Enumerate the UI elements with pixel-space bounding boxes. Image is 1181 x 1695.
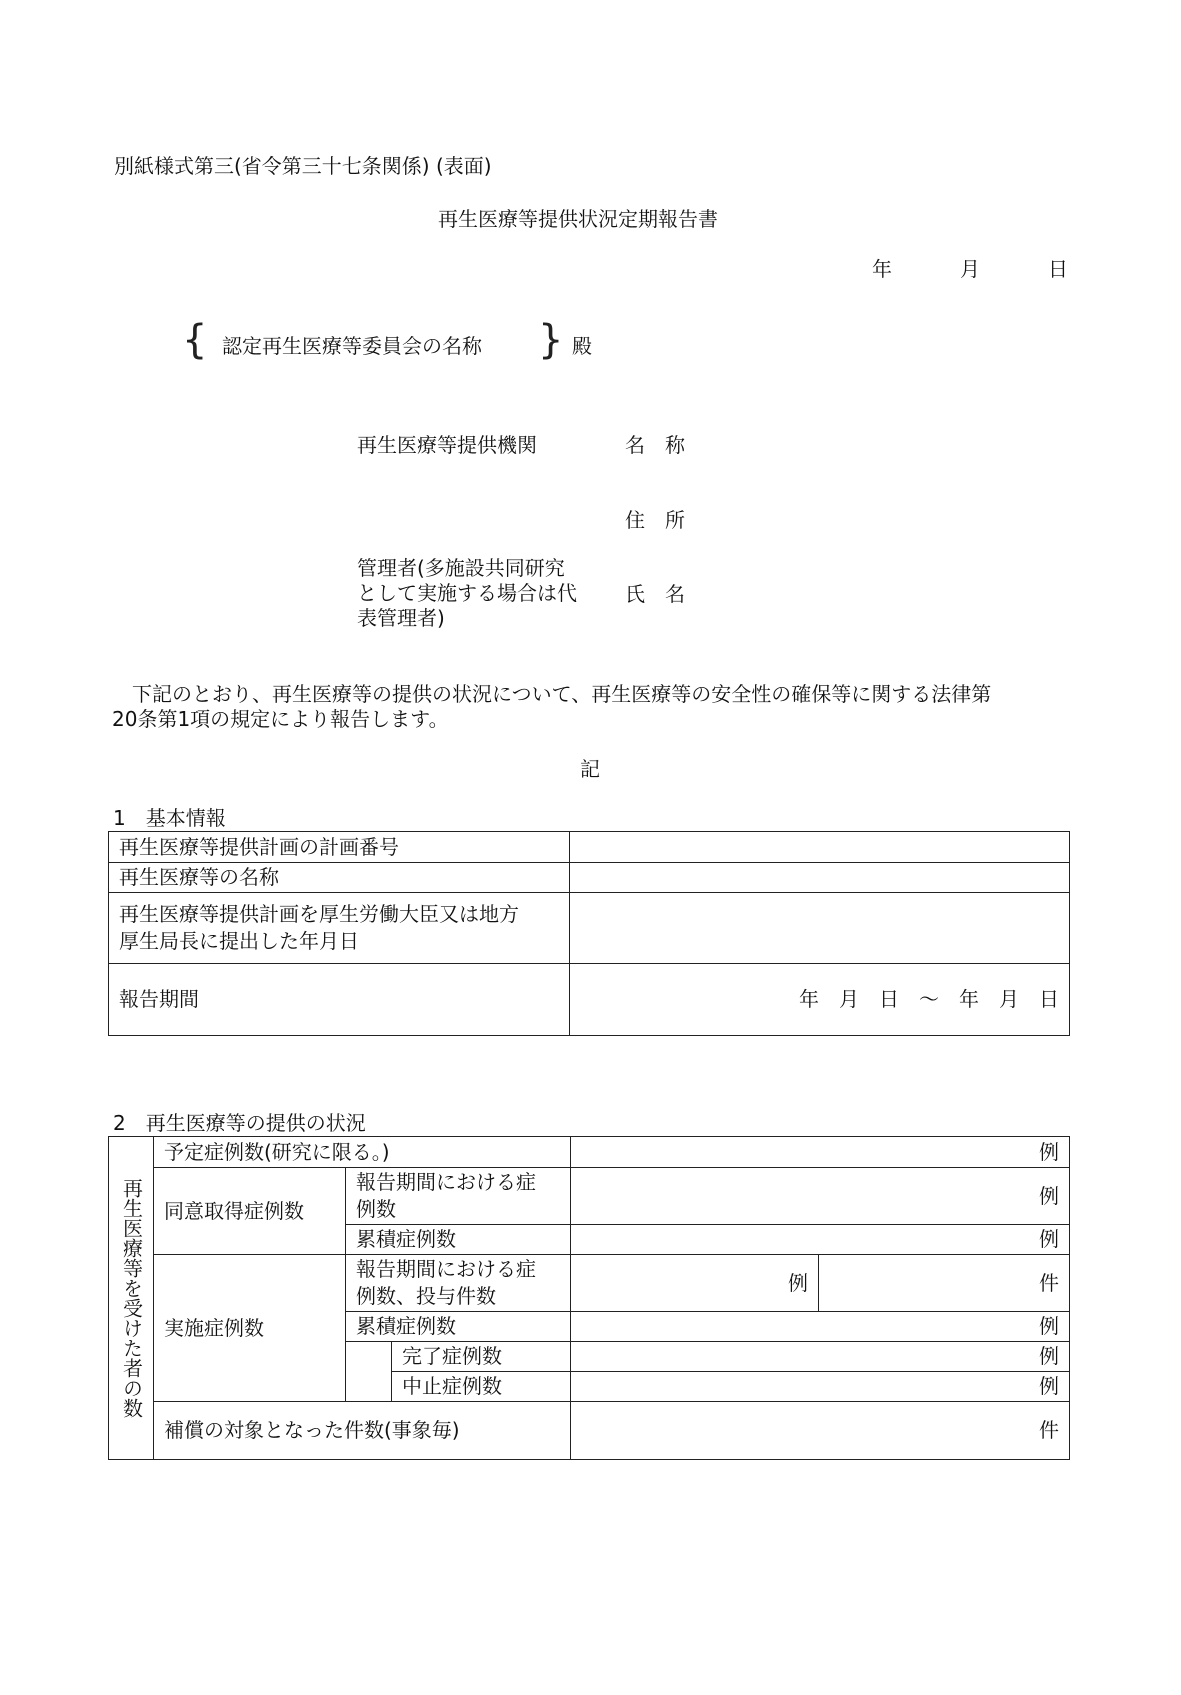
section1-heading: 1 基本情報 [113, 806, 226, 830]
date-year-label: 年 [872, 257, 892, 281]
compensation-label: 補償の対象となった件数(事象毎) [154, 1402, 571, 1460]
performed-cases-label: 実施症例数 [154, 1255, 346, 1402]
manager-name-label: 氏 名 [625, 582, 685, 606]
left-brace: { [182, 317, 208, 363]
provider-label: 再生医療等提供機関 [357, 433, 537, 457]
submit-date-label: 再生医療等提供計画を厚生労働大臣又は地方 厚生局長に提出した年月日 [109, 893, 570, 964]
form-label: 別紙様式第三(省令第三十七条関係) (表面) [114, 154, 492, 178]
document-title: 再生医療等提供状況定期報告書 [438, 207, 718, 231]
manager-label: 管理者(多施設共同研究 として実施する場合は代 表管理者) [357, 556, 577, 630]
plan-number-label: 再生医療等提供計画の計画番号 [109, 832, 570, 863]
date-day-label: 日 [1048, 257, 1068, 281]
performed-period-dose-field[interactable]: 件 [819, 1255, 1070, 1312]
completed-cases-label: 完了症例数 [392, 1342, 571, 1372]
status-table [108, 1136, 1070, 1460]
right-brace: } [538, 317, 564, 363]
submit-date-field[interactable] [570, 893, 1070, 964]
consent-period-label: 報告期間における症 例数 [346, 1168, 571, 1225]
medicine-name-field[interactable] [570, 863, 1070, 893]
performed-cumulative-label: 累積症例数 [346, 1312, 571, 1342]
indent-spacer [346, 1342, 392, 1402]
completed-cases-field[interactable]: 例 [571, 1342, 1070, 1372]
compensation-field[interactable]: 件 [571, 1402, 1070, 1460]
section2-heading: 2 再生医療等の提供の状況 [113, 1111, 366, 1135]
planned-cases-field[interactable]: 例 [571, 1137, 1070, 1168]
period-label: 報告期間 [109, 964, 570, 1036]
discontinued-cases-label: 中止症例数 [392, 1372, 571, 1402]
date-month-label: 月 [960, 257, 980, 281]
provider-address-label: 住 所 [625, 508, 685, 532]
discontinued-cases-field[interactable]: 例 [571, 1372, 1070, 1402]
consent-period-field[interactable]: 例 [571, 1168, 1070, 1225]
consent-cumulative-field[interactable]: 例 [571, 1225, 1070, 1255]
period-field[interactable]: 年 月 日 ～ 年 月 日 [570, 964, 1070, 1036]
ki-label: 記 [580, 757, 600, 781]
medicine-name-label: 再生医療等の名称 [109, 863, 570, 893]
basic-info-table [108, 831, 1070, 1036]
performed-period-cases-field[interactable]: 例 [571, 1255, 819, 1312]
performed-period-label: 報告期間における症 例数、投与件数 [346, 1255, 571, 1312]
consent-cases-label: 同意取得症例数 [154, 1168, 346, 1255]
provider-name-label: 名 称 [625, 433, 685, 457]
recipients-count-label: 再生医療等を受けた者の数 [109, 1137, 154, 1460]
honorific: 殿 [572, 334, 592, 358]
intro-text: 下記のとおり、再生医療等の提供の状況について、再生医療等の安全性の確保等に関する法律第 20条第1項の規定により報告します。 [112, 682, 992, 731]
consent-cumulative-label: 累積症例数 [346, 1225, 571, 1255]
performed-cumulative-field[interactable]: 例 [571, 1312, 1070, 1342]
planned-cases-label: 予定症例数(研究に限る。) [154, 1137, 571, 1168]
committee-name-label: 認定再生医療等委員会の名称 [222, 334, 482, 358]
plan-number-field[interactable] [570, 832, 1070, 863]
